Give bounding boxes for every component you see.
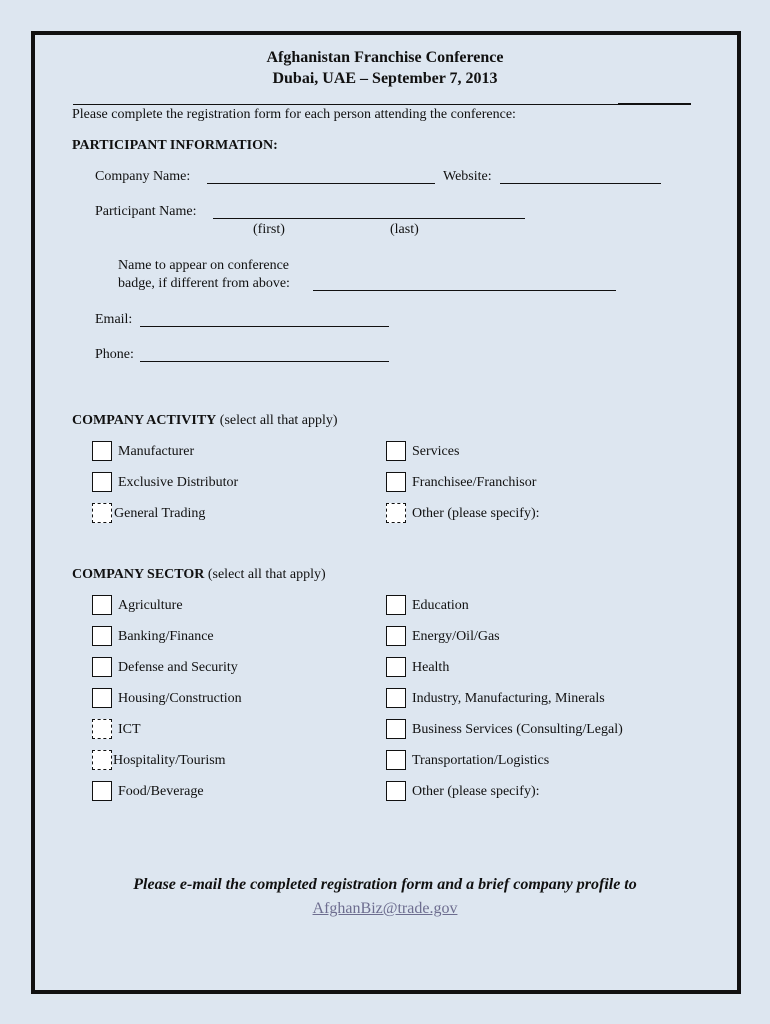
checkbox-energy-oil-gas[interactable] — [386, 626, 406, 646]
email-field[interactable] — [140, 314, 389, 327]
checkbox-housing-construction[interactable] — [92, 688, 112, 708]
sector-label-ict: ICT — [118, 722, 141, 737]
participant-heading: PARTICIPANT INFORMATION: — [72, 138, 278, 153]
website-label: Website: — [443, 169, 492, 184]
participant-name-field[interactable] — [213, 206, 525, 219]
checkbox-franchisee-franchisor[interactable] — [386, 472, 406, 492]
activity-label-other: Other (please specify): — [412, 506, 540, 521]
checkbox-industry-manufacturing-minerals[interactable] — [386, 688, 406, 708]
badge-label-line2: badge, if different from above: — [118, 276, 290, 291]
checkbox-education[interactable] — [386, 595, 406, 615]
checkbox-general-trading[interactable] — [92, 503, 112, 523]
activity-label-franchisee-franchisor: Franchisee/Franchisor — [412, 475, 537, 490]
sector-label-food-beverage: Food/Beverage — [118, 784, 204, 799]
sector-heading — [72, 567, 326, 583]
participant-name-label: Participant Name: — [95, 204, 197, 219]
activity-label-manufacturer: Manufacturer — [118, 444, 195, 459]
company-name-label: Company Name: — [95, 169, 191, 184]
sector-label-transportation-logistics: Transportation/Logistics — [412, 753, 550, 768]
activity-label-services: Services — [412, 444, 460, 459]
checkbox-food-beverage[interactable] — [92, 781, 112, 801]
badge-label-line1: Name to appear on conference — [118, 258, 290, 273]
sector-label-education: Education — [412, 598, 469, 613]
activity-heading — [72, 413, 338, 429]
badge-name-field[interactable] — [313, 278, 616, 291]
checkbox-services[interactable] — [386, 441, 406, 461]
conference-date: Dubai, UAE – September 7, 2013 — [272, 70, 498, 87]
sector-label-energy-oil-gas: Energy/Oil/Gas — [412, 629, 500, 644]
activity-heading-note: (select all that apply) — [219, 413, 338, 428]
phone-field[interactable] — [140, 349, 389, 362]
last-name-caption: (last) — [390, 222, 419, 237]
checkbox-defense-security[interactable] — [92, 657, 112, 677]
email-label: Email: — [95, 312, 133, 327]
conference-title: Afghanistan Franchise Conference — [266, 49, 504, 66]
sector-label-business-services: Business Services (Consulting/Legal) — [412, 722, 623, 737]
phone-label: Phone: — [95, 347, 134, 362]
sector-label-housing-construction: Housing/Construction — [118, 691, 242, 706]
activity-label-exclusive-distributor: Exclusive Distributor — [118, 475, 239, 490]
activity-label-general-trading: General Trading — [114, 506, 206, 521]
sector-label-health: Health — [412, 660, 450, 675]
contact-email-link[interactable]: AfghanBiz@trade.gov — [312, 900, 458, 917]
header-rule — [73, 104, 618, 105]
checkbox-agriculture[interactable] — [92, 595, 112, 615]
sector-label-hospitality-tourism: Hospitality/Tourism — [113, 753, 226, 768]
sector-label-other: Other (please specify): — [412, 784, 540, 799]
checkbox-business-services[interactable] — [386, 719, 406, 739]
sector-label-banking-finance: Banking/Finance — [118, 629, 214, 644]
checkbox-hospitality-tourism[interactable] — [92, 750, 112, 770]
checkbox-sector-other[interactable] — [386, 781, 406, 801]
checkbox-banking-finance[interactable] — [92, 626, 112, 646]
sector-heading-note: (select all that apply) — [207, 567, 326, 582]
intro-text: Please complete the registration form for each person attending the conference: — [72, 107, 516, 122]
checkbox-health[interactable] — [386, 657, 406, 677]
activity-heading-title: COMPANY ACTIVITY — [72, 413, 217, 428]
checkbox-ict[interactable] — [92, 719, 112, 739]
checkbox-transportation-logistics[interactable] — [386, 750, 406, 770]
first-name-caption: (first) — [253, 222, 285, 237]
closing-instruction: Please e-mail the completed registration form and a brief company profile to — [133, 876, 637, 893]
sector-label-defense-security: Defense and Security — [118, 660, 238, 675]
sector-label-industry-manufacturing-minerals: Industry, Manufacturing, Minerals — [412, 691, 605, 706]
company-name-field[interactable] — [207, 171, 435, 184]
header-rule-end — [618, 103, 691, 105]
checkbox-manufacturer[interactable] — [92, 441, 112, 461]
website-field[interactable] — [500, 171, 661, 184]
sector-heading-title: COMPANY SECTOR — [72, 567, 205, 582]
sector-label-agriculture: Agriculture — [118, 598, 183, 613]
checkbox-exclusive-distributor[interactable] — [92, 472, 112, 492]
checkbox-activity-other[interactable] — [386, 503, 406, 523]
